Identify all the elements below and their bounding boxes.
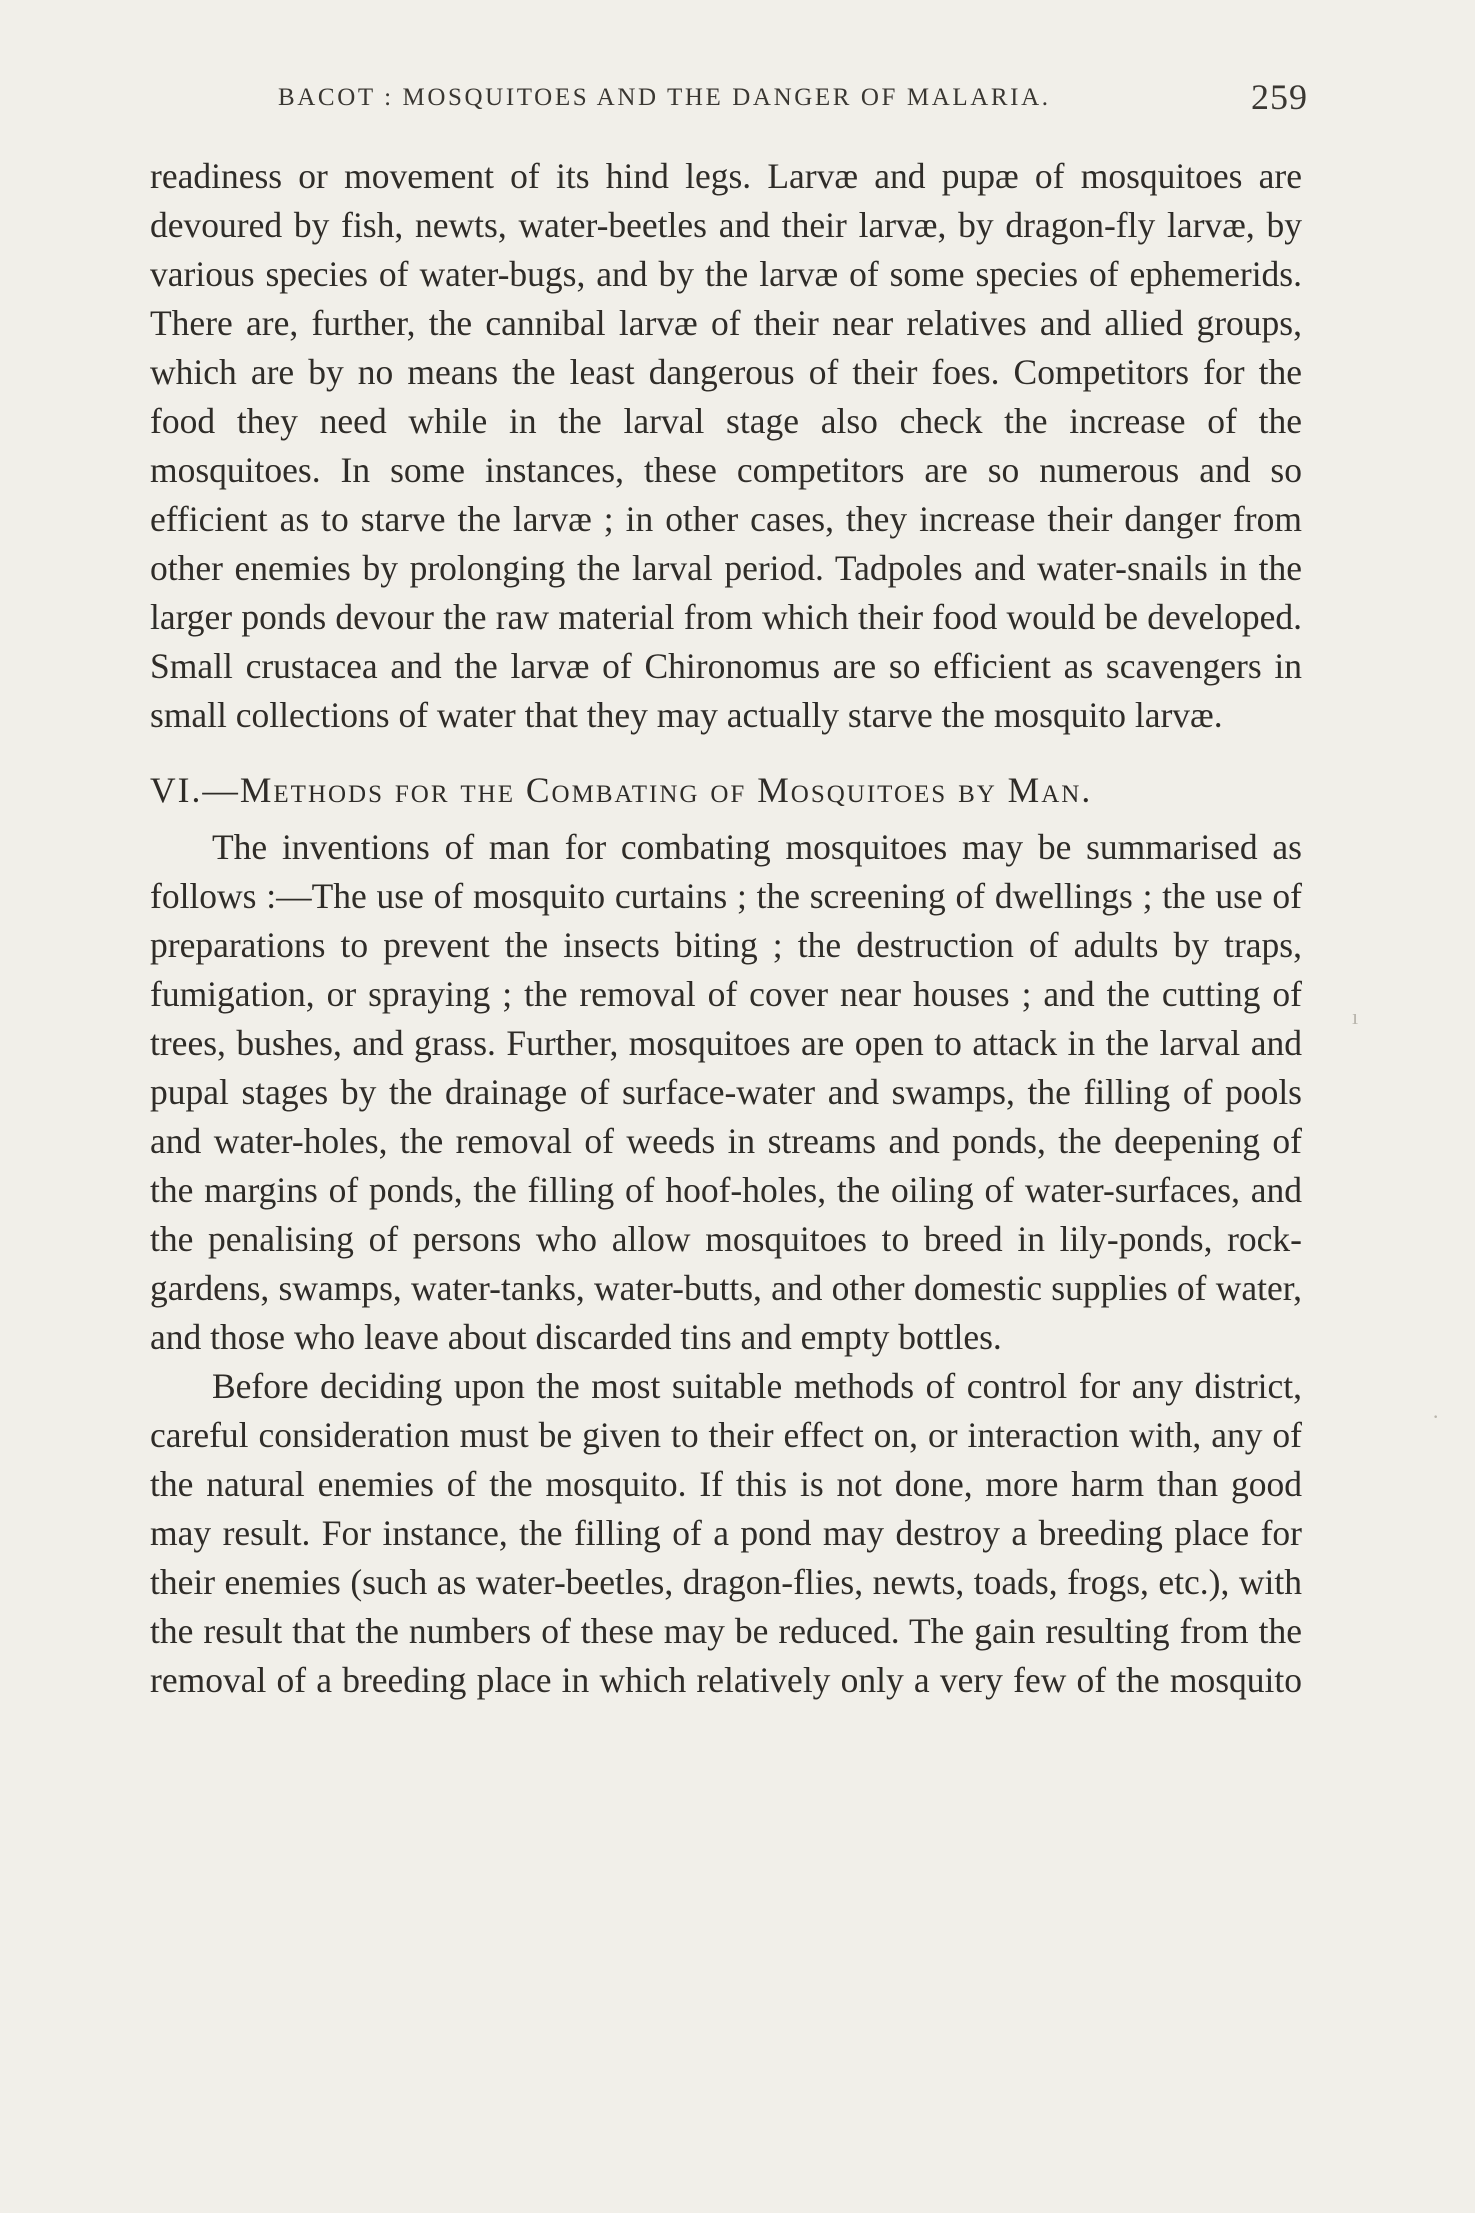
paragraph-continued: readiness or movement of its hind legs. Larvæ and pupæ of mosquitoes are devoured by fish, newts, water-beetles and their larvæ, by dragon-fly larvæ, by various species of water-bugs, and by the larvæ of some species of ephemerids. There are, further, the cannibal larvæ of their near relatives and allied groups, which are by no means the least dangerous of their foes. Competitors for the food they need while in the larval stage also check the increase of the mosquitoes. In some instances, these competitors are so numerous and so efficient as to starve the larvæ ; in other cases, they increase their danger from other enemies by prolonging the larval period. Tadpoles and water-snails in the larger ponds devour the raw material from which their food would be developed. Small crustacea and the larvæ of Chironomus are so efficient as scavengers in small collections of water that they may actually starve the mosquito larvæ. [150,156,1302,735]
running-title: BACOT : MOSQUITOES AND THE DANGER OF MALARIA. [278,84,1051,111]
section-heading: VI.—Methods for the Combating of Mosquitoes by Man. [150,770,1093,810]
margin-speck: · [1432,1404,1440,1429]
running-header [278,76,1308,126]
paragraph-before-deciding: Before deciding upon the most suitable methods of control for any district, careful consideration must be given to their effect on, or interaction with, any of the natural enemies of the mosquito. If this is not done, more harm than good may result. For instance, the filling of a pond may destroy a breeding place for their enemies (such as water-beetles, dragon-flies, newts, toads, frogs, etc.), with the result that the numbers of these may be reduced. The gain resulting from the removal of a breeding place in which relatively only a very few of the mosquito [150,1366,1302,1700]
page-number: 259 [1251,77,1308,117]
paragraph-inventions: The inventions of man for combating mosquitoes may be summarised as follows :—The use of mosquito curtains ; the screening of dwellings ; the use of preparations to prevent the insects biting ; the destruction of adults by traps, fumigation, or spraying ; the removal of cover near houses ; and the cutting of trees, bushes, and grass. Further, mosquitoes are open to attack in the larval and pupal stages by the drainage of surface-water and swamps, the filling of pools and water-holes, the removal of weeds in streams and ponds, the deepening of the margins of ponds, the filling of hoof-holes, the oiling of water-surfaces, and the penalising of persons who allow mosquitoes to breed in lily-ponds, rock-gardens, swamps, water-tanks, water-butts, and other domestic supplies of water, and those who leave about discarded tins and empty bottles. [150,827,1302,1357]
body-text [150,152,1302,1705]
margin-speck: ı [1352,1004,1359,1029]
